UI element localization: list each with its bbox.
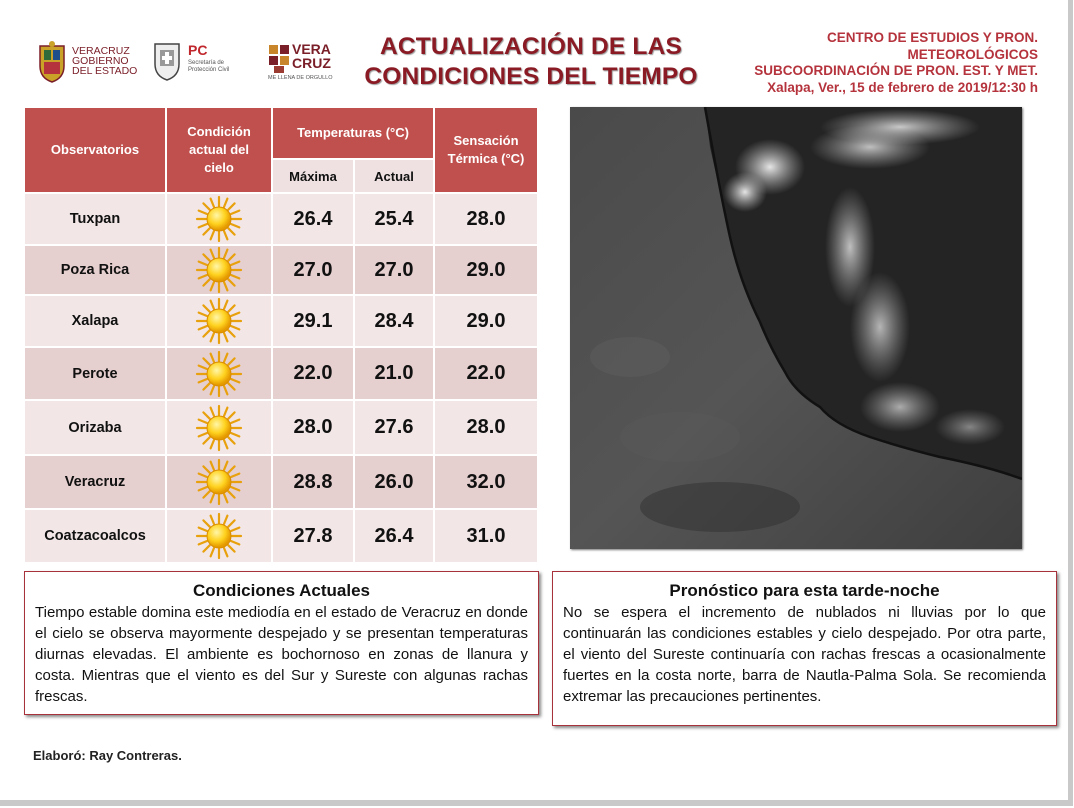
sky-condition-cell <box>167 401 271 454</box>
header-maxima: Máxima <box>273 160 353 192</box>
cell-sensacion: 28.0 <box>435 194 537 244</box>
pc-line2: Protección Civil <box>188 67 230 73</box>
header-condicion: Condición actual del cielo <box>167 108 271 192</box>
forecast-title: Pronóstico para esta tarde-noche <box>669 581 940 600</box>
cell-name: Tuxpan <box>25 194 165 244</box>
table-row <box>25 246 537 294</box>
gob-line2: GOBIERNO <box>72 55 129 67</box>
cell-max: 22.0 <box>273 348 353 399</box>
gob-line1: VERACRUZ <box>72 45 130 57</box>
agency-line3: SUBCOORDINACIÓN DE PRON. EST. Y MET. <box>754 63 1038 78</box>
proteccion-civil-logo <box>152 38 252 84</box>
cell-name: Veracruz <box>25 456 165 508</box>
pattern-icon <box>268 44 290 74</box>
vc-line2: CRUZ <box>292 55 331 71</box>
cell-actual: 28.4 <box>355 296 433 346</box>
author-credit: Elaboró: Ray Contreras. <box>33 748 182 763</box>
agency-header <box>678 30 1038 96</box>
sunny-icon <box>195 458 243 506</box>
cell-max: 27.8 <box>273 510 353 562</box>
cell-actual: 21.0 <box>355 348 433 399</box>
cell-sensacion: 29.0 <box>435 246 537 294</box>
cell-sensacion: 22.0 <box>435 348 537 399</box>
cell-actual: 25.4 <box>355 194 433 244</box>
header-sensacion: Sensación Térmica (°C) <box>435 108 537 192</box>
sky-condition-cell <box>167 296 271 346</box>
cell-name: Orizaba <box>25 401 165 454</box>
pc-line1: Secretaría de <box>188 60 225 66</box>
agency-date: Xalapa, Ver., 15 de febrero de 2019/12:30 h <box>767 79 1038 95</box>
cell-name: Poza Rica <box>25 246 165 294</box>
vc-slogan: ME LLENA DE ORGULLO <box>268 75 333 81</box>
cell-name: Coatzacoalcos <box>25 510 165 562</box>
shield-icon <box>152 40 182 82</box>
satellite-map-graphic <box>570 107 1022 549</box>
cell-actual: 27.0 <box>355 246 433 294</box>
pc-title: PC <box>188 42 208 58</box>
title-line2: CONDICIONES DEL TIEMPO <box>364 63 698 90</box>
vc-line1: VERA <box>292 41 331 57</box>
agency-line1: CENTRO DE ESTUDIOS Y PRON. <box>826 30 1038 45</box>
header-observatorios: Observatorios <box>25 108 165 192</box>
cell-sensacion: 32.0 <box>435 456 537 508</box>
cell-name: Perote <box>25 348 165 399</box>
gob-line3: DEL ESTADO <box>72 65 138 77</box>
cell-max: 26.4 <box>273 194 353 244</box>
forecast-text: No se espera el incremento de nublados ni lluvias por lo que continuarán las condiciones estables y cielo despejado. Por otra parte, el viento del Sureste continuaría con rachas frescas a ocasionalmente fuertes en la costa norte, barra de Nautla-Palma Sola. Se recomienda extremar las precauciones pertinentes. <box>563 604 1046 705</box>
table-row <box>25 348 537 399</box>
sunny-icon <box>195 297 243 345</box>
title-line1: ACTUALIZACIÓN DE LAS <box>379 33 683 60</box>
current-conditions-box <box>24 571 539 715</box>
page-title <box>358 32 704 92</box>
sunny-icon <box>195 512 243 560</box>
table-row <box>25 401 537 454</box>
sunny-icon <box>195 350 243 398</box>
sky-condition-cell <box>167 456 271 508</box>
veracruz-brand-logo <box>266 40 356 86</box>
table-row <box>25 456 537 508</box>
sky-condition-cell <box>167 348 271 399</box>
current-conditions-text: Tiempo estable domina este mediodía en el estado de Veracruz en donde el cielo se observa mayormente despejado y se presentan temperaturas diurnas elevadas. El ambiente es bochornoso en zonas de llanura y costa. Mientras que el viento es del Sur y Sureste con algunas rachas frescas. <box>35 604 528 705</box>
sky-condition-cell <box>167 194 271 244</box>
cell-sensacion: 31.0 <box>435 510 537 562</box>
cell-max: 28.0 <box>273 401 353 454</box>
table-row <box>25 194 537 244</box>
satellite-image <box>570 107 1022 549</box>
cell-sensacion: 28.0 <box>435 401 537 454</box>
current-conditions-title: Condiciones Actuales <box>193 581 370 600</box>
cell-actual: 26.0 <box>355 456 433 508</box>
header-actual: Actual <box>355 160 433 192</box>
cell-max: 27.0 <box>273 246 353 294</box>
table-row <box>25 510 537 562</box>
cell-name: Xalapa <box>25 296 165 346</box>
sky-condition-cell <box>167 246 271 294</box>
gobierno-veracruz-logo <box>36 40 156 84</box>
sunny-icon <box>195 246 243 294</box>
cell-actual: 26.4 <box>355 510 433 562</box>
sunny-icon <box>195 195 243 243</box>
sunny-icon <box>195 404 243 452</box>
cell-max: 28.8 <box>273 456 353 508</box>
cell-sensacion: 29.0 <box>435 296 537 346</box>
cell-max: 29.1 <box>273 296 353 346</box>
cell-actual: 27.6 <box>355 401 433 454</box>
header-temperaturas: Temperaturas (°C) <box>273 108 433 158</box>
sky-condition-cell <box>167 510 271 562</box>
agency-line2: METEOROLÓGICOS <box>907 46 1038 62</box>
table-row <box>25 296 537 346</box>
coat-of-arms-icon <box>36 40 68 84</box>
forecast-box <box>552 571 1057 726</box>
